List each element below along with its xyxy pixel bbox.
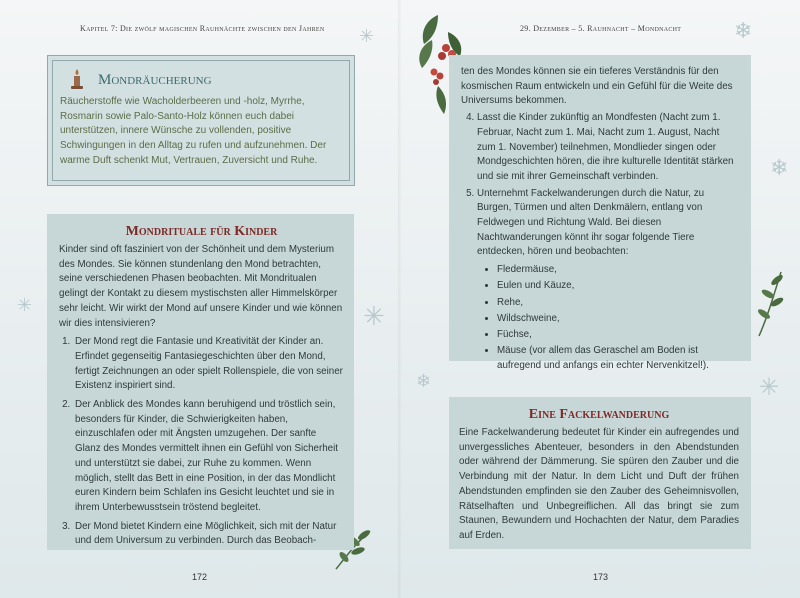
rituals-item-1: 1. Der Mond regt die Fantasie und Kreativität der Kinder an. Erfindet gegenseitig Fantasiegeschichten über den Mond, fertigt Zeichnungen an oder spielt Rollenspiele, die von seiner Existenz inspiriert sind. bbox=[73, 335, 344, 394]
animals-list bbox=[477, 263, 739, 373]
animal-item: • Wildschweine, bbox=[497, 312, 739, 327]
torch-walk-title: Eine Fackelwanderung bbox=[528, 407, 670, 422]
incense-title: Mondräucherung bbox=[98, 72, 212, 88]
snowflake-icon: ✳ bbox=[759, 374, 780, 401]
incense-box bbox=[47, 55, 355, 186]
rituals-item-4: 4. Lasst die Kinder zukünftig an Mondfesten (Nacht zum 1. Februar, Nacht zum 1. Mai, Nacht zum 1. August, Nacht zum 1. November) teilnehmen, Mondlieder singen oder Mondgeschichten hören, die ihre kulturelle Identität stärken und sie mit ihrer Gemeinschaft verbinden. bbox=[477, 111, 739, 185]
rituals-item-5-text: Unternehmt Fackelwanderungen durch die Natur, zu Burgen, Türmen und alten Denkmälern, entlang von Feldwegen und Richtung Wald. Bei diesen Nachtwanderungen könnt ihr sogar folgende Tiere entdecken, hören und beobachten: bbox=[477, 187, 705, 258]
torch-walk-text: Eine Fackelwanderung bedeutet für Kinder ein aufregendes und unvergessliches Abenteuer, besonders in den Abendstunden oder während der Dämmerung. Sie spüren den Zauber und die Verbindung mit der Natur. In dem Licht und Duft der frühen Abendstunden empfinden sie den Zauber des Geheimnisvollen, Rätselhaften und Unbegreiflichen. All das bringt sie zum Staunen, Bewundern und Hochachten der Natur, dem Paradies auf Erden. bbox=[459, 427, 739, 541]
rituals-title: Mondrituale für Kinder bbox=[125, 224, 278, 239]
snowflake-icon: ❄ bbox=[734, 18, 753, 43]
incense-text: Räucherstoffe wie Wacholderbeeren und -holz, Myrrhe, Rosmarin sowie Palo-Santo-Holz können euch dabei unterstützen, innere Wünsche zu vollenden, positive Schwingungen in den Alltag zu rufen und aufzunehmen. Der warme Duft schenkt Mut, Vertrauen, Zuversicht und Ruhe. bbox=[60, 96, 327, 166]
snowflake-icon: ❄ bbox=[416, 371, 432, 391]
snowflake-icon: ✳ bbox=[363, 301, 385, 331]
continuation-list bbox=[461, 111, 739, 373]
snowflake-icon: ✳ bbox=[359, 26, 375, 46]
rituals-box bbox=[47, 214, 354, 550]
continuation-text: ten des Mondes können sie ein tieferes Verständnis für den kosmischen Raum entwickeln und ein Gefühl für die Weite des Universums bekommen. bbox=[461, 66, 733, 107]
candle-icon bbox=[68, 68, 86, 92]
animal-item: • Füchse, bbox=[497, 328, 739, 343]
running-head-right: 29. Dezember – 5. Rauhnacht – Mondnacht bbox=[520, 24, 682, 33]
rituals-item-5 bbox=[477, 187, 739, 374]
rituals-continuation-box bbox=[449, 55, 751, 371]
page-number-right: 173 bbox=[593, 572, 609, 582]
page-number-left: 172 bbox=[192, 572, 208, 582]
rituals-intro: Kinder sind oft fasziniert von der Schönheit und dem Mysterium des Mondes. Sie können stundenlang den Mond betrachten, seine verschiedenen Phasen beobachten. Mit Mondritualen gelingt der Kontakt zu diesem mystischsten aller Himmelskörper sehr leicht. Wir wirkt der Mond auf unsere Kinder und wie können wir dies intensivieren? bbox=[59, 244, 343, 329]
animal-item: • Fledermäuse, bbox=[497, 263, 739, 278]
running-head-left: Kapitel 7: Die zwölf magischen Rauhnächte zwischen den Jahren bbox=[80, 24, 325, 33]
snowflake-icon: ✳ bbox=[17, 295, 33, 315]
rituals-item-2: 2. Der Anblick des Mondes kann beruhigend und tröstlich sein, besonders für Kinder, die Schwierigkeiten haben, einzuschlafen oder mit Ängsten umzugehen. Der sanfte Glanz des Mondes vermittelt ihnen ein Gefühl von Sicherheit und unterstützt sie dabei, zur Ruhe zu kommen. Wenn möglich, stellt das Bett in eine Position, in der das Mondlicht euren Kindern beim Schlafen ins Gesicht leuchtet und sie in ihrem Unterbewusstsein tröstend begleitet. bbox=[73, 398, 344, 516]
torch-walk-box bbox=[449, 397, 751, 549]
leaf-branch-icon bbox=[755, 268, 787, 338]
animal-item: • Rehe, bbox=[497, 296, 739, 311]
snowflake-icon: ❄ bbox=[770, 155, 789, 180]
rituals-list bbox=[59, 335, 344, 549]
animal-item: • Eulen und Käuze, bbox=[497, 279, 739, 294]
rituals-item-3: 3. Der Mond bietet Kindern eine Möglichkeit, sich mit der Natur und dem Universum zu verbinden. Durch das Beobach- bbox=[73, 520, 344, 549]
animal-item: • Mäuse (vor allem das Geraschel am Boden ist aufregend und anfangs ein echter Nervenkitzel!). bbox=[497, 344, 739, 373]
book-gutter bbox=[398, 0, 402, 598]
